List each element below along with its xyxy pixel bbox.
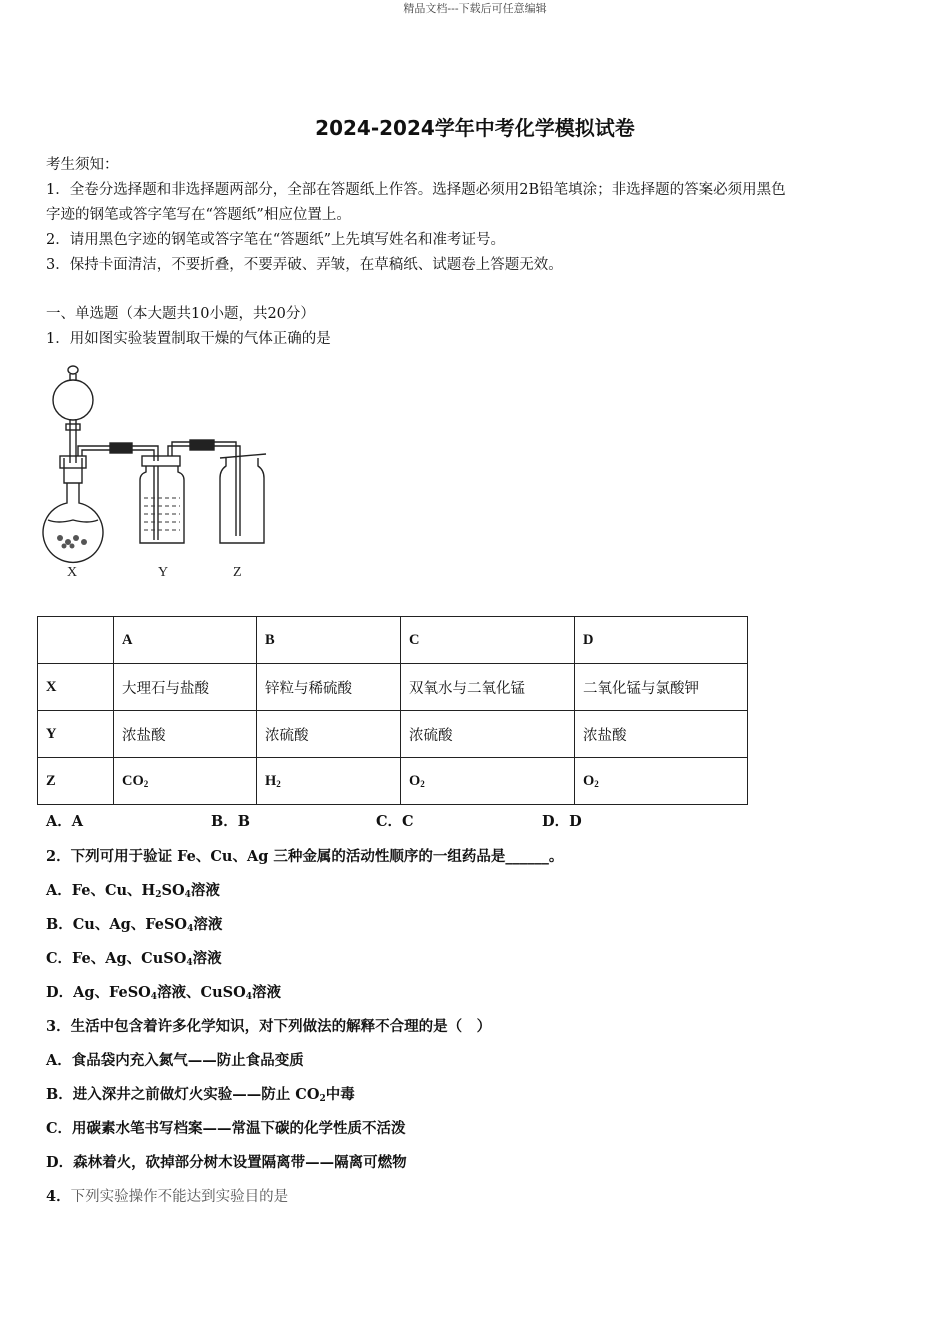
table-header: B: [257, 617, 401, 664]
formula: O: [583, 772, 595, 789]
rubber-tube: [190, 440, 214, 450]
question-3-stem: 3．生活中包含着许多化学知识，对下列做法的解释不合理的是（ ）: [46, 1018, 492, 1035]
question-1-stem: 1．用如图实验装置制取干燥的气体正确的是: [46, 331, 331, 347]
subscript: 4: [187, 924, 194, 934]
subscript: 4: [184, 890, 191, 900]
figure-label-z: Z: [233, 565, 242, 580]
table-cell: 大理石与盐酸: [114, 664, 257, 711]
choice-b[interactable]: [46, 1083, 355, 1104]
round-flask: [43, 483, 103, 562]
notice-heading: 考生须知：: [46, 157, 119, 173]
choice-text: B．Cu、Ag、FeSO: [46, 916, 188, 933]
choice-c[interactable]: C．用碳素水笔书写档案——常温下碳的化学性质不活泼: [46, 1120, 406, 1137]
choice-a[interactable]: A．A: [46, 813, 84, 830]
table-header: C: [401, 617, 575, 664]
choice-text: B．进入深井之前做灯火实验——防止 CO: [46, 1086, 320, 1103]
subscript: 4: [245, 992, 253, 1002]
header-note: 精品文档---下载后可任意编辑: [403, 2, 547, 15]
choice-c[interactable]: C．C: [376, 813, 414, 830]
flask-neck: [64, 458, 82, 483]
notice-item: 2．请用黑色字迹的钢笔或答字笔在“答题纸”上先填写姓名和准考证号。: [46, 232, 506, 248]
table-header: A: [114, 617, 257, 664]
apparatus-figure: [40, 358, 290, 583]
subscript: 2: [143, 778, 149, 789]
table-row: [38, 664, 748, 711]
choice-text: 溶液: [193, 916, 223, 933]
choice-b[interactable]: [46, 913, 222, 934]
collection-jar: [220, 458, 264, 543]
table-cell: [114, 758, 257, 805]
choice-text: C．Fe、Ag、CuSO: [46, 950, 187, 967]
notice-item: 1．全卷分选择题和非选择题两部分，全部在答题纸上作答。选择题必须用2B铅笔填涂；非选择题的答案必须用黑色: [46, 182, 786, 198]
choice-d[interactable]: D．D: [542, 813, 582, 830]
choice-d[interactable]: [46, 981, 281, 1002]
question-2-stem: 2．下列可用于验证 Fe、Cu、Ag 三种金属的活动性顺序的一组药品是______。: [46, 848, 564, 865]
formula: O: [409, 772, 421, 789]
subscript: 2: [594, 778, 599, 789]
choice-text: SO: [161, 882, 185, 899]
choice-text: D．Ag、FeSO: [46, 984, 151, 1001]
table-row: [38, 758, 748, 805]
choice-a[interactable]: [46, 879, 220, 900]
table-cell: 浓硫酸: [401, 711, 575, 758]
choice-text: A．Fe、Cu、H: [46, 882, 156, 899]
table-cell: 锌粒与稀硫酸: [257, 664, 401, 711]
subscript: 4: [186, 958, 193, 968]
formula: H: [265, 772, 277, 789]
table-cell: [257, 758, 401, 805]
page-title: 2024-2024学年中考化学模拟试卷: [315, 116, 635, 140]
question-text: 下列实验操作不能达到实验目的是: [70, 1189, 289, 1205]
funnel-stopper: [68, 366, 78, 374]
choice-b[interactable]: B．B: [211, 813, 251, 830]
figure-label-x: X: [67, 565, 78, 580]
options-table: [37, 616, 748, 805]
bottle-y-stopper: [142, 456, 180, 466]
choice-text: 溶液、CuSO: [157, 984, 246, 1001]
choice-a[interactable]: A．食品袋内充入氮气——防止食品变质: [46, 1052, 304, 1069]
table-cell: 双氧水与二氧化锰: [401, 664, 575, 711]
row-label: Y: [38, 711, 114, 758]
subscript: 2: [319, 1094, 326, 1104]
figure-label-y: Y: [158, 565, 169, 580]
question-number: 4．: [46, 1188, 71, 1205]
choice-text: 溶液: [192, 950, 222, 967]
choice-d[interactable]: D．森林着火，砍掉部分树木设置隔离带——隔离可燃物: [46, 1154, 407, 1171]
choice-text: 中毒: [325, 1086, 355, 1103]
rubber-tube: [110, 443, 132, 453]
row-label: Z: [38, 758, 114, 805]
question-4-stem: [46, 1185, 288, 1206]
choice-text: 溶液: [252, 984, 282, 1001]
separatory-funnel: [53, 380, 93, 420]
table-cell: 浓盐酸: [114, 711, 257, 758]
notice-item: 字迹的钢笔或答字笔写在“答题纸”相应位置上。: [46, 207, 351, 223]
row-label: X: [38, 664, 114, 711]
table-cell: [401, 758, 575, 805]
table-row: [38, 711, 748, 758]
notice-item: 3．保持卡面清洁，不要折叠，不要弄破、弄皱，在草稿纸、试题卷上答题无效。: [46, 257, 563, 273]
table-cell: 浓硫酸: [257, 711, 401, 758]
table-cell: 二氧化锰与氯酸钾: [575, 664, 748, 711]
table-cell: 浓盐酸: [575, 711, 748, 758]
choice-c[interactable]: [46, 947, 222, 968]
table-cell: [38, 617, 114, 664]
table-cell: [575, 758, 748, 805]
table-row: [38, 617, 748, 664]
section-heading: 一、单选题（本大题共10小题，共20分）: [46, 306, 315, 322]
subscript: 2: [155, 890, 162, 900]
table-header: D: [575, 617, 748, 664]
subscript: 2: [276, 778, 281, 789]
subscript: 2: [420, 778, 425, 789]
funnel-stopcock: [66, 424, 80, 430]
gas-washing-bottle: [140, 466, 184, 543]
formula: CO: [122, 772, 144, 789]
choice-text: 溶液: [190, 882, 220, 899]
subscript: 4: [150, 992, 158, 1002]
